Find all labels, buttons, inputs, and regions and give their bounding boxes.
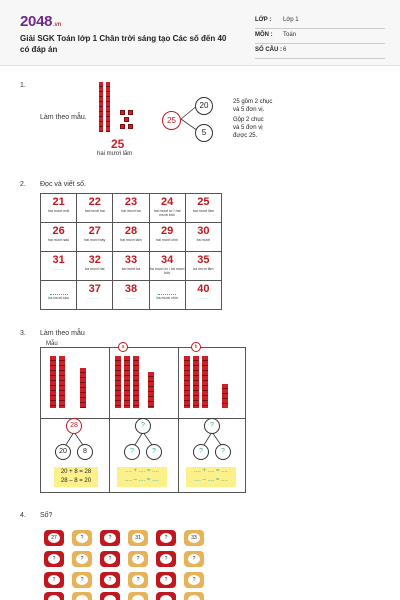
table-row xyxy=(41,194,222,223)
bag-value: ? xyxy=(160,575,172,585)
units-column xyxy=(80,368,86,408)
cell-words: ba mươi lăm xyxy=(193,267,214,271)
bag-value xyxy=(188,595,200,600)
cell-words: ........... xyxy=(125,296,137,300)
number-bag[interactable] xyxy=(184,572,204,588)
bag-value: ? xyxy=(188,554,200,564)
table-cell[interactable] xyxy=(41,281,77,310)
part-a-badge: a xyxy=(118,342,128,352)
sample-equations: 20 + 8 = 28 28 – 8 = 20 xyxy=(54,467,98,487)
document-meta xyxy=(255,14,385,59)
unit-cube xyxy=(120,110,125,115)
cell-words: hai mươi tư / hai mươi bốn xyxy=(153,209,181,217)
read-write-table xyxy=(40,193,222,310)
number-bag[interactable] xyxy=(72,572,92,588)
bag-value: ? xyxy=(132,575,144,585)
unit-cube xyxy=(128,110,133,115)
cell-words: hai mươi sáu xyxy=(48,238,70,242)
table-cell xyxy=(113,252,149,281)
bag-value: ? xyxy=(188,575,200,585)
table-cell xyxy=(149,252,185,281)
question-2-instruction: Đọc và viết số. xyxy=(40,181,86,188)
question-1-instruction: Làm theo mẫu. xyxy=(40,114,87,121)
bond-tens-circle[interactable]: ? xyxy=(124,444,140,460)
table-row xyxy=(41,252,222,281)
table-cell[interactable] xyxy=(41,252,77,281)
cell-number: 33 xyxy=(124,254,138,266)
cell-number: 35 xyxy=(197,254,210,266)
cell-words: hai mươi mốt xyxy=(47,209,70,213)
table-cell xyxy=(185,252,221,281)
number-bag[interactable] xyxy=(128,572,148,588)
cell-words: ba mươi sáu xyxy=(48,296,69,300)
question-4-number: 4. xyxy=(20,512,26,519)
number-bag[interactable] xyxy=(44,572,64,588)
table-cell xyxy=(149,194,185,223)
bag-value xyxy=(132,595,144,600)
table-cell xyxy=(77,194,113,223)
number-bag xyxy=(128,592,148,600)
table-cell[interactable] xyxy=(185,281,221,310)
cell-words: hai mươi chín xyxy=(156,238,179,242)
cell-number: 37 xyxy=(88,283,101,295)
cell-words: ........... xyxy=(197,296,209,300)
bag-value: ? xyxy=(76,533,88,543)
bag-value: ? xyxy=(160,554,172,564)
number-bag[interactable] xyxy=(72,551,92,567)
bond-units-circle: 8 xyxy=(77,444,93,460)
cell-number: 21 xyxy=(52,196,65,208)
tens-rod xyxy=(193,356,199,408)
units-column xyxy=(222,384,228,408)
units-column xyxy=(148,372,154,408)
number-bag xyxy=(184,530,204,546)
table-cell[interactable] xyxy=(113,281,149,310)
table-cell xyxy=(113,223,149,252)
bond-whole-circle: 28 xyxy=(66,418,82,434)
cell-words: hai mươi lăm xyxy=(192,209,214,213)
table-cell xyxy=(41,223,77,252)
question-2-number: 2. xyxy=(20,181,26,188)
table-cell[interactable] xyxy=(149,281,185,310)
meta-question-count: SỐ CÂU : 6 xyxy=(255,44,385,59)
number-bag[interactable] xyxy=(184,551,204,567)
number-bag[interactable] xyxy=(156,551,176,567)
cell-words: ba mươi ba xyxy=(121,267,141,271)
cell-number: 24 xyxy=(161,196,174,208)
cell-number: 31 xyxy=(52,254,65,266)
number-bag xyxy=(128,530,148,546)
sample-number: 25 xyxy=(111,137,125,151)
number-bag[interactable] xyxy=(100,572,120,588)
cell-number: 28 xyxy=(124,225,138,237)
tens-rod xyxy=(115,356,121,408)
tens-rod xyxy=(50,356,56,408)
bond-tens-circle: 20 xyxy=(55,444,71,460)
part-b-equations[interactable]: .... + .... = .... .... – .... = .... xyxy=(186,467,236,487)
number-bag xyxy=(44,592,64,600)
tens-rod xyxy=(133,356,139,408)
cell-number: 23 xyxy=(124,196,138,208)
sample-label: Mẫu xyxy=(46,341,58,347)
cell-number xyxy=(50,287,68,295)
document-title: Giải SGK Toán lớp 1 Chân trời sáng tạo Các số đến 40 có đáp án xyxy=(20,34,227,54)
unit-cube xyxy=(128,124,133,129)
cell-words: hai mươi ba xyxy=(121,209,141,213)
tens-rod xyxy=(124,356,130,408)
meta-grade: LỚP : Lớp 1 xyxy=(255,14,385,29)
bag-value xyxy=(48,595,60,600)
question-1-number: 1. xyxy=(20,82,26,89)
table-row xyxy=(41,223,222,252)
bag-value: ? xyxy=(132,554,144,564)
table-cell xyxy=(149,223,185,252)
number-bag[interactable] xyxy=(100,551,120,567)
bag-value: ? xyxy=(104,575,116,585)
table-cell xyxy=(41,194,77,223)
tens-rod xyxy=(202,356,208,408)
cell-number: 34 xyxy=(161,254,174,266)
decomposition-note: 25 gồm 2 chục và 5 đơn vị. xyxy=(233,99,273,113)
bag-value: 33 xyxy=(188,533,200,543)
bond-whole-circle[interactable]: ? xyxy=(135,418,151,434)
bond-units-circle[interactable]: ? xyxy=(146,444,162,460)
cell-words: hai mươi bảy xyxy=(84,238,106,242)
cell-words: ........... xyxy=(53,267,65,271)
question-3-instruction: Làm theo mẫu xyxy=(40,330,85,337)
question-4-instruction: Số? xyxy=(40,512,53,519)
cell-number: 32 xyxy=(88,254,101,266)
table-cell[interactable] xyxy=(77,281,113,310)
bag-value xyxy=(160,595,172,600)
bag-value: ? xyxy=(76,554,88,564)
part-a-equations[interactable]: .... + .... = .... .... – .... = .... xyxy=(117,467,167,487)
meta-subject: MÔN : Toán xyxy=(255,29,385,44)
cell-words: ba mươi xyxy=(196,238,211,242)
unit-cube xyxy=(124,117,129,122)
question-3-number: 3. xyxy=(20,330,26,337)
number-bag[interactable] xyxy=(156,530,176,546)
cell-number: 30 xyxy=(197,225,210,237)
sample-number-words: hai mươi lăm xyxy=(97,151,133,157)
table-row xyxy=(41,281,222,310)
number-bag xyxy=(72,592,92,600)
cell-number xyxy=(158,287,176,295)
table-cell xyxy=(113,194,149,223)
number-bag xyxy=(156,592,176,600)
number-bag[interactable] xyxy=(100,530,120,546)
bond-whole-circle: 25 xyxy=(162,111,181,130)
number-bag[interactable] xyxy=(128,551,148,567)
cell-words: ba mươi chín xyxy=(156,296,178,300)
table-cell xyxy=(77,223,113,252)
bag-value: ? xyxy=(48,554,60,564)
tens-rod xyxy=(184,356,190,408)
tens-rod xyxy=(59,356,65,408)
number-bag[interactable] xyxy=(44,551,64,567)
bag-value xyxy=(76,595,88,600)
bond-tens-circle[interactable]: ? xyxy=(193,444,209,460)
cell-number: 29 xyxy=(161,225,174,237)
cell-words: hai mươi hai xyxy=(84,209,105,213)
bond-tens-circle: 20 xyxy=(195,97,213,115)
table-cell xyxy=(77,252,113,281)
bag-value: 27 xyxy=(48,533,60,543)
number-bag xyxy=(100,592,120,600)
cell-number: 38 xyxy=(124,283,138,295)
cell-words: ba mươi tư / ba mươi bốn xyxy=(149,267,185,275)
bag-value: ? xyxy=(160,533,172,543)
number-bag[interactable] xyxy=(156,572,176,588)
bag-value xyxy=(104,595,116,600)
cell-number: 22 xyxy=(88,196,101,208)
part-b-badge: b xyxy=(191,342,201,352)
document-header xyxy=(0,0,400,66)
table-cell xyxy=(185,194,221,223)
cell-words: hai mươi tám xyxy=(120,238,142,242)
number-bag[interactable] xyxy=(72,530,92,546)
unit-cube xyxy=(120,124,125,129)
bond-whole-circle[interactable]: ? xyxy=(204,418,220,434)
bag-value: ? xyxy=(104,533,116,543)
cell-number: 25 xyxy=(197,196,210,208)
bag-value: 31 xyxy=(132,533,144,543)
bag-value: ? xyxy=(104,554,116,564)
cell-words: ba mươi hai xyxy=(85,267,105,271)
bond-units-circle: 5 xyxy=(195,124,213,142)
cell-words: ........... xyxy=(89,296,101,300)
tens-rod xyxy=(99,82,103,132)
bag-value: ? xyxy=(48,575,60,585)
composition-note: Gộp 2 chục và 5 đơn vị được 25. xyxy=(233,117,264,139)
tens-rod xyxy=(106,82,110,132)
cell-number: 27 xyxy=(88,225,101,237)
cell-number: 26 xyxy=(52,225,65,237)
bond-units-circle[interactable]: ? xyxy=(215,444,231,460)
number-bag xyxy=(184,592,204,600)
bag-value: ? xyxy=(76,575,88,585)
table-cell xyxy=(185,223,221,252)
number-bag xyxy=(44,530,64,546)
site-logo[interactable]: 2048.vn xyxy=(20,13,61,30)
cell-number: 40 xyxy=(197,283,210,295)
